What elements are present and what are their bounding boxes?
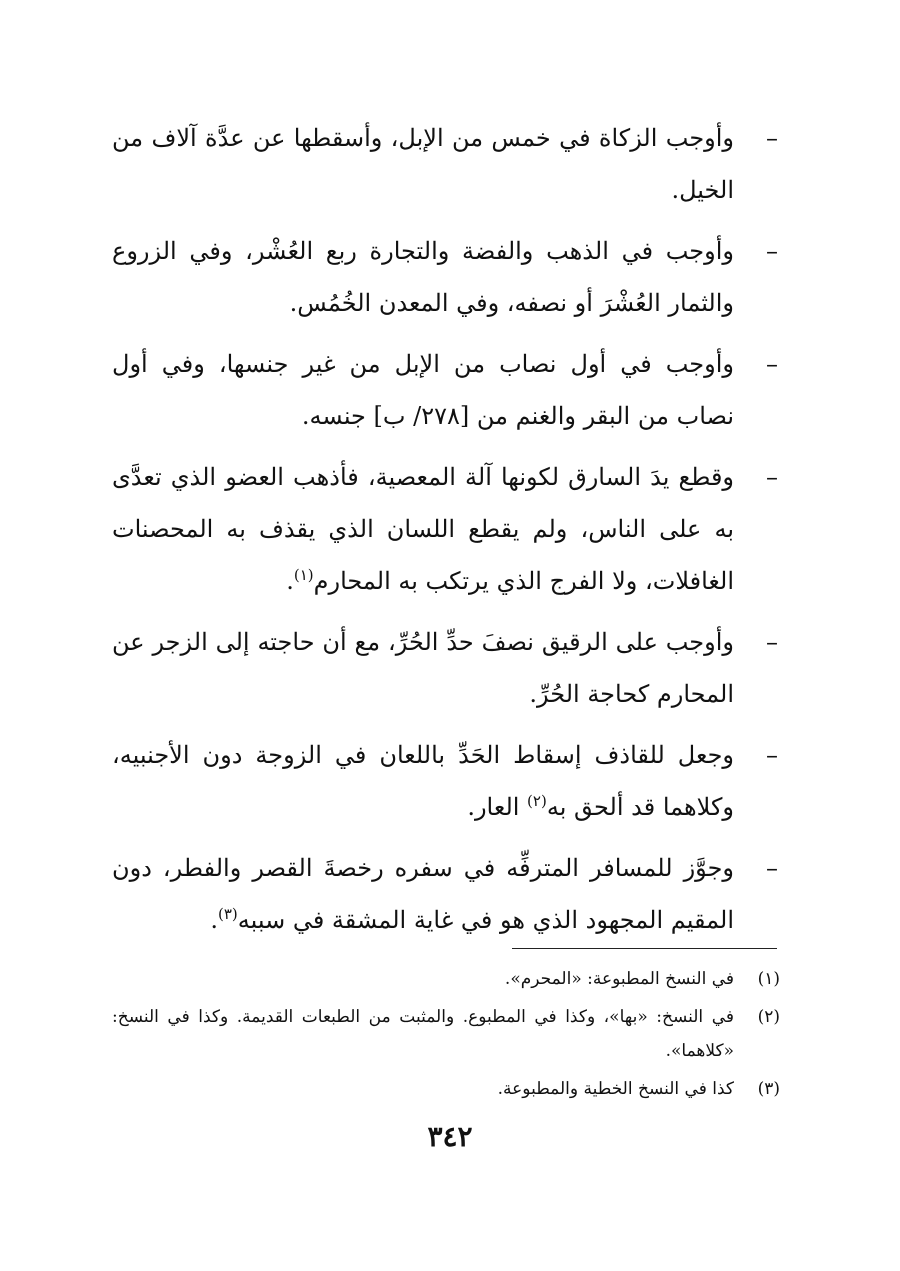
list-item xyxy=(112,338,788,442)
list-item xyxy=(112,616,788,720)
footnote xyxy=(112,962,788,996)
list-item xyxy=(112,842,788,946)
dash-marker: – xyxy=(766,350,778,378)
footnote-reference[interactable]: (١) xyxy=(293,566,314,584)
footnote-number: (٢) xyxy=(757,1007,780,1027)
footnotes-list xyxy=(112,962,788,1110)
item-text: وقطع يدَ السارق لكونها آلة المعصية، فأذهب العضو الذي تعدَّى به على الناس، ولم يقطع اللسان الذي يقذف به المحصنات الغافلات، ولا الفرج الذي يرتكب به المحارم xyxy=(112,463,735,595)
item-text: وأوجب الزكاة في خمس من الإبل، وأسقطها عن عدَّة آلاف من الخيل. xyxy=(112,124,734,204)
list-item xyxy=(112,112,788,216)
footnote-reference[interactable]: (٣) xyxy=(217,905,238,923)
footnote-number: (٣) xyxy=(757,1079,780,1099)
footnote xyxy=(112,1000,788,1068)
dash-marker: – xyxy=(766,854,778,882)
page-number: ٣٤٢ xyxy=(427,1120,473,1153)
item-text: وجعل للقاذف إسقاط الحَدِّ باللعان في الزوجة دون الأجنبيه، وكلاهما قد ألحق به xyxy=(112,741,734,821)
main-text-list xyxy=(112,112,788,955)
dash-marker: – xyxy=(766,463,778,491)
list-item xyxy=(112,225,788,329)
item-text-tail: العار. xyxy=(467,793,528,821)
footnote-separator xyxy=(512,948,777,949)
list-item xyxy=(112,451,788,607)
footnote-reference[interactable]: (٢) xyxy=(527,792,547,810)
dash-marker: – xyxy=(766,237,778,265)
item-text: وجوَّز للمسافر المترفِّه في سفره رخصةَ القصر والفطر، دون المقيم المجهود الذي هو في غاية المشقة في سببه xyxy=(112,854,734,934)
footnote-text: في النسخ المطبوعة: «المحرم». xyxy=(504,969,734,989)
dash-marker: – xyxy=(766,628,778,656)
footnote-number: (١) xyxy=(757,969,780,989)
item-text: وأوجب في أول نصاب من الإبل من غير جنسها، وفي أول نصاب من البقر والغنم من [٢٧٨/ ب] جنسه. xyxy=(112,350,734,430)
dash-marker: – xyxy=(766,124,778,152)
footnote xyxy=(112,1072,788,1106)
list-item xyxy=(112,729,788,833)
item-text: وأوجب في الذهب والفضة والتجارة ربع العُشْر، وفي الزروع والثمار العُشْرَ أو نصفه، وفي المعدن الخُمُس. xyxy=(112,237,734,317)
footnote-text: كذا في النسخ الخطية والمطبوعة. xyxy=(497,1079,734,1099)
dash-marker: – xyxy=(766,741,778,769)
footnote-text: في النسخ: «بها»، وكذا في المطبوع. والمثبت من الطبعات القديمة. وكذا في النسخ: «كلاهما». xyxy=(112,1007,734,1061)
item-text: وأوجب على الرقيق نصفَ حدِّ الحُرِّ، مع أن حاجته إلى الزجر عن المحارم كحاجة الحُرِّ. xyxy=(112,628,734,708)
item-text-tail: . xyxy=(210,906,218,934)
item-text-tail: . xyxy=(286,567,294,595)
